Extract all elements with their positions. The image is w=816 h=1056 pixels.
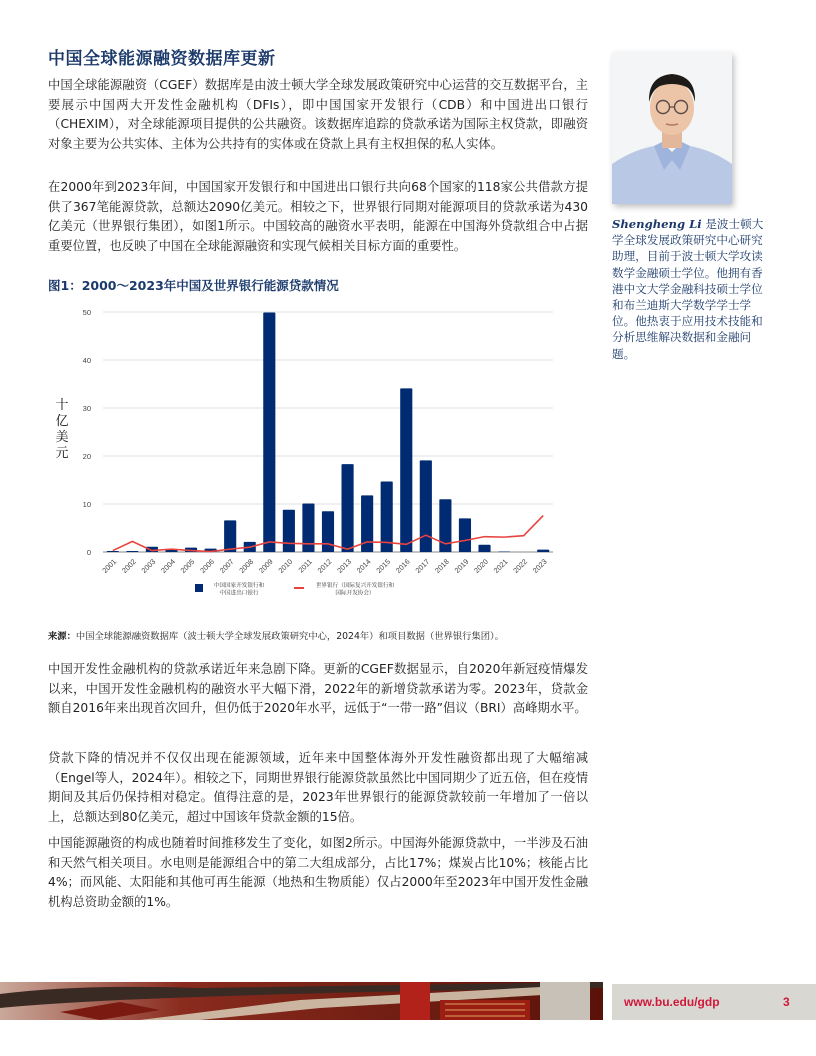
x-tick-label: 2019 (452, 557, 471, 575)
chart-x-ticks (100, 557, 548, 575)
legend-label-world-bank: 国际开发协会） (335, 590, 375, 597)
x-tick-label: 2003 (139, 557, 158, 575)
source-label: 来源： (48, 631, 76, 642)
bar-2016 (400, 388, 412, 552)
chart-y-ticks (83, 308, 91, 557)
x-tick-label: 2018 (432, 557, 451, 575)
author-name: Shengheng Li (612, 217, 702, 231)
paragraph-overview: 在2000年到2023年间，中国国家开发银行和中国进出口银行共向68个国家的118家公共借款方提供了367笔能源贷款，总额达2090亿美元。相较之下，世界银行同期对能源项目的贷款承诺为430亿美元（世界银行集团），如图1所示。中国较高的融资水平表明，能源在中国海外贷款组合中占据重要位置，也反映了中国在全球能源融资和实现气候相关目标方面的重要性。 (48, 180, 588, 253)
author-portrait-icon (612, 52, 732, 204)
bar-2009 (263, 312, 275, 552)
y-tick-label: 0 (86, 548, 91, 557)
legend-swatch-china (195, 584, 203, 592)
bar-2012 (322, 511, 334, 552)
footer-url-link[interactable]: www.bu.edu/gdp (624, 995, 720, 1009)
paragraph-intro: 中国全球能源融资（CGEF）数据库是由波士顿大学全球发展政策研究中心运营的交互数据平台，主要展示中国两大开发性金融机构（DFIs），即中国国家开发银行（CDB）和中国进出口银行（CHEXIM），对全球能源项目提供的公共融资。该数据库追踪的贷款承诺为国际主权贷款，即融资对象主要为公共实体、主体为公共持有的实体或在贷款上具有主权担保的私人实体。 (48, 78, 588, 151)
figure-title: 图1：2000～2023年中国及世界银行能源贷款情况 (48, 278, 339, 293)
x-tick-label: 2007 (217, 557, 236, 575)
energy-lending-chart (48, 298, 588, 608)
bar-2002 (126, 551, 138, 552)
x-tick-label: 2022 (511, 557, 530, 575)
paragraph-comparison: 贷款下降的情况并不仅仅出现在能源领域，近年来中国整体海外开发性融资都出现了大幅缩减（Engel等人，2024年）。相较之下，同期世界银行能源贷款虽然比中国同期少了近五倍，但在疫情期间及其后仍保持相对稳定。值得注意的是，2023年世界银行的能源贷款较前一年增加了一倍以上，总额达到80亿美元，超过中国该年贷款金额的15倍。 (48, 751, 588, 824)
x-tick-label: 2004 (159, 557, 177, 575)
footer-bar (612, 984, 816, 1020)
y-tick-label: 20 (82, 452, 91, 461)
author-photo (612, 52, 732, 204)
bar-2015 (381, 481, 393, 552)
y-tick-label: 40 (82, 356, 91, 365)
x-tick-label: 2015 (374, 557, 393, 575)
y-tick-label: 50 (82, 308, 91, 317)
x-tick-label: 2009 (256, 557, 275, 575)
chart-legend (195, 581, 395, 597)
bar-2010 (283, 510, 295, 552)
paragraph-decline: 中国开发性金融机构的贷款承诺近年来急剧下降。更新的CGEF数据显示，自2020年新冠疫情爆发以来，中国开发性金融机构的融资水平大幅下滑，2022年的新增贷款承诺为零。2023年，贷款金额自2016年来出现首次回升，但仍低于2020年水平，远低于“一带一路”倡议（BRI）高峰期水平。 (48, 662, 588, 716)
x-tick-label: 2020 (472, 557, 490, 575)
page-number: 3 (783, 995, 790, 1009)
paragraph-composition: 中国能源融资的构成也随着时间推移发生了变化，如图2所示。中国海外能源贷款中，一半涉及石油和天然气相关项目。水电则是能源组合中的第二大组成部分，占比17%；煤炭占比10%；核能占比4%；而风能、太阳能和其他可再生能源（地热和生物质能）仅占2000年至2023年中国开发性金融机构总资助金额的1%。 (48, 836, 588, 909)
page-title: 中国全球能源融资数据库更新 (48, 49, 276, 69)
x-tick-label: 2013 (335, 557, 353, 575)
y-tick-label: 10 (82, 500, 91, 509)
chart-svg (48, 298, 588, 608)
bar-2001 (107, 551, 119, 552)
legend-label-world-bank: 世界银行（国际复兴开发银行和 (315, 583, 395, 589)
x-tick-label: 2017 (413, 557, 432, 575)
bar-2023 (537, 550, 549, 552)
chart-bars (107, 312, 550, 552)
x-tick-label: 2021 (491, 557, 510, 575)
y-tick-label: 30 (82, 404, 91, 413)
x-tick-label: 2006 (198, 557, 217, 575)
legend-label-china: 中国进出口银行 (219, 590, 259, 597)
legend-label-china: 中国国家开发银行和 (213, 583, 265, 589)
x-tick-label: 2011 (296, 557, 314, 575)
x-tick-label: 2005 (178, 557, 197, 575)
x-tick-label: 2016 (393, 557, 412, 575)
bar-2013 (342, 464, 354, 552)
bar-2019 (459, 518, 471, 552)
bar-2011 (302, 504, 314, 552)
chinese-architecture-icon (0, 982, 603, 1020)
footer-architecture-image (0, 982, 603, 1020)
x-tick-label: 2010 (276, 557, 295, 575)
x-tick-label: 2001 (100, 557, 119, 575)
author-bio-text: 是波士顿大学全球发展政策研究中心研究助理，目前于波士顿大学攻读数学金融硕士学位。他拥有香港中文大学金融科技硕士学位和布兰迪斯大学数学学士学位。他热衷于应用技术技能和分析思维解决数据和金融问题。 (612, 217, 764, 361)
x-tick-label: 2012 (315, 557, 334, 575)
chart-y-axis-label: 十亿美元 (55, 398, 69, 461)
source-text: 中国全球能源融资数据库（波士顿大学全球发展政策研究中心，2024年）和项目数据（世界银行集团）。 (75, 631, 504, 642)
x-tick-label: 2014 (354, 557, 373, 575)
x-tick-label: 2002 (119, 557, 138, 575)
x-tick-label: 2023 (530, 557, 549, 575)
bar-2020 (478, 545, 490, 552)
author-bio (612, 216, 770, 362)
bar-2017 (420, 460, 432, 552)
x-tick-label: 2008 (237, 557, 256, 575)
bar-2007 (224, 520, 236, 552)
figure-source (48, 628, 504, 642)
